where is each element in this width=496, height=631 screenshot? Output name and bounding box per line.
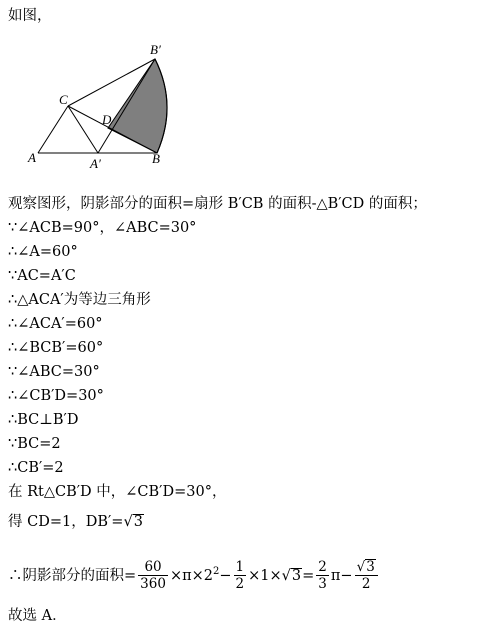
shaded-region <box>108 59 167 153</box>
label-A: A <box>28 150 36 165</box>
times-pi-2: ×π×2 <box>169 567 213 584</box>
solution-line-2: ∵∠ACB=90°，∠ABC=30° <box>8 220 197 236</box>
equals: = <box>302 567 315 584</box>
solution-line-8: ∵∠ABC=30° <box>8 364 100 380</box>
intro-text: 如图， <box>8 8 52 24</box>
area-prefix: ∴阴影部分的面积= <box>8 567 137 584</box>
solution-line-3: ∴∠A=60° <box>8 244 78 260</box>
solution-line-4: ∵AC=A′C <box>8 268 76 284</box>
sqrt-radicand: 3 <box>133 514 143 530</box>
times-1: ×1× <box>248 567 282 584</box>
result-line <box>8 512 144 532</box>
solution-line-6: ∴∠ACA′=60° <box>8 316 103 332</box>
label-D: D <box>102 112 112 127</box>
sqrt-3: 3 <box>291 567 302 584</box>
fraction-2-3: $\frac{2}{3}$ <box>318 559 327 593</box>
solution-line-5: ∴△ACA′为等边三角形 <box>8 292 151 308</box>
conclusion: 故选 A． <box>8 608 67 624</box>
area-formula-line <box>8 552 380 596</box>
exponent: 2 <box>213 566 220 577</box>
sqrt-symbol: √ <box>123 514 133 530</box>
label-Ap: A′ <box>90 156 101 171</box>
solution-line-1: 观察图形，阴影部分的面积=扇形 B′CB 的面积-△B′CD 的面积； <box>8 196 427 212</box>
fraction-sqrt3-2: $\frac{√3}{2}$ <box>355 559 378 592</box>
segment-CAp <box>68 106 98 153</box>
fraction-1-2: $\frac{1}{2}$ <box>235 559 245 593</box>
solution-line-11: ∵BC=2 <box>8 436 61 452</box>
result-prefix: 得 CD=1，DB′= <box>8 514 124 530</box>
pi-minus: π− <box>330 567 353 584</box>
geometry-figure <box>0 0 496 190</box>
minus-sign: − <box>219 567 232 584</box>
segment-AC <box>38 106 68 153</box>
label-Bp: B′ <box>150 42 161 57</box>
solution-line-13: 在 Rt△CB′D 中，∠CB′D=30°， <box>8 484 227 500</box>
solution-line-12: ∴CB′=2 <box>8 460 64 476</box>
fraction-60-360: $\frac{60}{360}$ <box>140 559 166 593</box>
sqrt-symbol-2: √ <box>281 567 291 584</box>
label-C: C <box>59 92 68 107</box>
label-B: B <box>152 151 160 166</box>
solution-line-10: ∴BC⊥B′D <box>8 412 79 428</box>
solution-line-7: ∴∠BCB′=60° <box>8 340 104 356</box>
solution-line-9: ∴∠CB′D=30° <box>8 388 104 404</box>
